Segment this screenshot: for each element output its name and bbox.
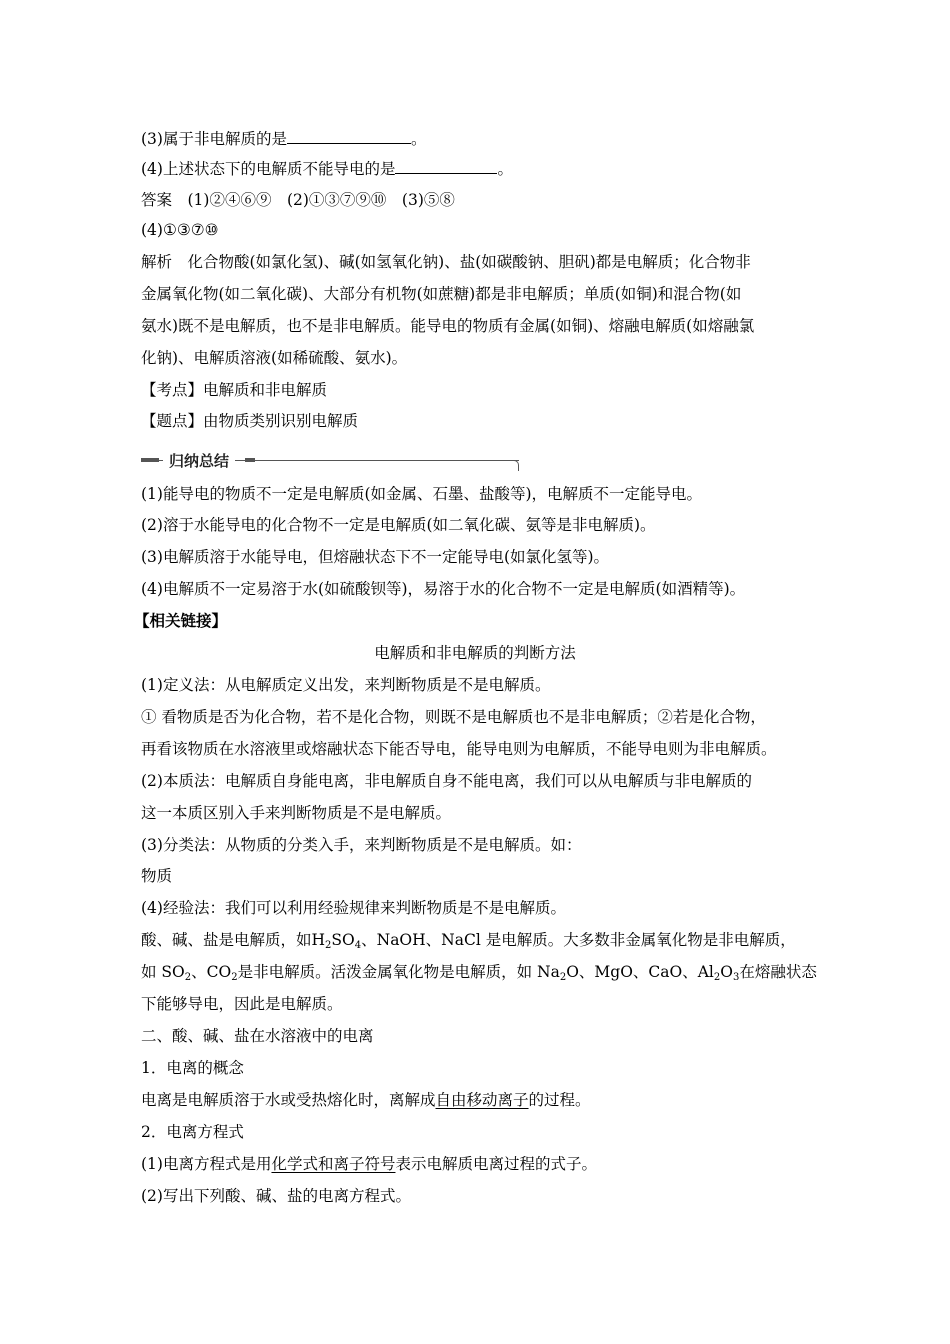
underlined-answer: 化学式和离子符号 xyxy=(271,1155,396,1173)
question-3-text: (3)属于非电解质的是 xyxy=(141,130,287,148)
analysis-line: 解析 化合物酸(如氯化氢)、碱(如氢氧化钠)、盐(如碳酸钠、胆矾)都是电解质；化合物非 xyxy=(141,253,751,271)
text: 表示电解质电离过程的式子。 xyxy=(395,1155,597,1173)
text: 如 SO xyxy=(141,963,185,981)
formula: H xyxy=(311,931,326,949)
text: 在熔融状态 xyxy=(739,963,817,981)
tidian-tag: 【题点】由物质类别识别电解质 xyxy=(141,412,359,430)
summary-item: (4)电解质不一定易溶于水(如硫酸钡等)，易溶于水的化合物不一定是电解质(如酒精等)。 xyxy=(141,580,746,598)
text: 电离是电解质溶于水或受热熔化时，离解成 xyxy=(141,1091,436,1109)
summary-rule-corner xyxy=(512,460,519,471)
experience-line xyxy=(141,962,817,982)
summary-title: 归纳总结 xyxy=(163,452,235,470)
experience-line xyxy=(141,930,796,950)
summary-item: (3)电解质溶于水能导电，但熔融状态下不一定能导电(如氯化氢等)。 xyxy=(141,548,610,566)
analysis-line: 化钠)、电解质溶液(如稀硫酸、氨水)。 xyxy=(141,349,408,367)
subscript: 4 xyxy=(354,940,362,951)
method-definition-detail: 再看该物质在水溶液里或熔融状态下能否导电，能导电则为电解质，不能导电则为非电解质。 xyxy=(141,740,777,758)
answer-blank[interactable] xyxy=(395,159,497,174)
answer-line-1: 答案 (1)②④⑥⑨ (2)①③⑦⑨⑩ (3)⑤⑧ xyxy=(141,191,455,209)
method-essence-detail: 这一本质区别入手来判断物质是不是电解质。 xyxy=(141,804,452,822)
question-3 xyxy=(141,129,426,149)
analysis-line: 氨水)既不是电解质，也不是非电解质。能导电的物质有金属(如铜)、熔融电解质(如熔融氯 xyxy=(141,317,755,335)
answer-blank[interactable] xyxy=(287,129,411,144)
classification-root: 物质 xyxy=(141,867,173,885)
subscript: 2 xyxy=(713,972,721,983)
subscript: 2 xyxy=(559,972,567,983)
question-4-text: (4)上述状态下的电解质不能导电的是 xyxy=(141,160,396,178)
summary-item: (1)能导电的物质不一定是电解质(如金属、石墨、盐酸等)，电解质不一定能导电。 xyxy=(141,485,703,503)
question-4 xyxy=(141,159,513,179)
related-links-header: 【相关链接】 xyxy=(134,611,228,630)
subsection-heading: 1．电离的概念 xyxy=(141,1059,244,1077)
equation-task: (2)写出下列酸、碱、盐的电离方程式。 xyxy=(141,1187,411,1205)
text: 、CO xyxy=(191,963,232,981)
summary-rule-cap xyxy=(245,458,255,462)
experience-line: 下能够导电，因此是电解质。 xyxy=(141,995,343,1013)
summary-rule-cap xyxy=(141,458,159,462)
subscript: 2 xyxy=(325,940,332,951)
text: 、NaOH、NaCl 是电解质。大多数非金属氧化物是非电解质， xyxy=(361,931,796,949)
text: 是非电解质。活泼金属氧化物是电解质，如 Na xyxy=(237,963,560,981)
text: O、MgO、CaO、Al xyxy=(566,963,714,981)
related-links-title: 电解质和非电解质的判断方法 xyxy=(374,644,576,662)
ionization-definition xyxy=(141,1090,591,1110)
method-experience: (4)经验法：我们可以利用经验规律来判断物质是不是电解质。 xyxy=(141,899,566,917)
formula: SO xyxy=(331,931,355,949)
analysis-line: 金属氧化物(如二氧化碳)、大部分有机物(如蔗糖)都是非电解质；单质(如铜)和混合物(如 xyxy=(141,285,742,303)
method-definition: (1)定义法：从电解质定义出发，来判断物质是不是电解质。 xyxy=(141,676,551,694)
text: 的过程。 xyxy=(528,1091,591,1109)
subscript: 2 xyxy=(231,972,238,983)
text: (1)电离方程式是用 xyxy=(141,1155,272,1173)
text: 酸、碱、盐是电解质，如 xyxy=(141,931,312,949)
question-4-end: 。 xyxy=(497,160,513,178)
subscript: 3 xyxy=(732,972,740,983)
subscript: 2 xyxy=(184,972,192,983)
summary-box-header xyxy=(141,452,519,472)
answer-line-2: (4)①③⑦⑩ xyxy=(141,221,219,239)
question-3-end: 。 xyxy=(410,130,427,148)
method-definition-detail: ① 看物质是否为化合物，若不是化合物，则既不是电解质也不是非电解质；②若是化合物， xyxy=(141,708,766,726)
subsection-heading: 2．电离方程式 xyxy=(141,1123,244,1141)
underlined-answer: 自由移动离子 xyxy=(435,1091,529,1109)
method-essence: (2)本质法：电解质自身能电离，非电解质自身不能电离，我们可以从电解质与非电解质的 xyxy=(141,772,752,790)
section-heading: 二、酸、碱、盐在水溶液中的电离 xyxy=(141,1027,374,1045)
summary-item: (2)溶于水能导电的化合物不一定是电解质(如二氧化碳、氨等是非电解质)。 xyxy=(141,516,656,534)
kaodian-tag: 【考点】电解质和非电解质 xyxy=(141,381,328,399)
method-classification: (3)分类法：从物质的分类入手，来判断物质是不是电解质。如： xyxy=(141,836,582,854)
text: O xyxy=(720,963,733,981)
equation-definition xyxy=(141,1154,597,1174)
